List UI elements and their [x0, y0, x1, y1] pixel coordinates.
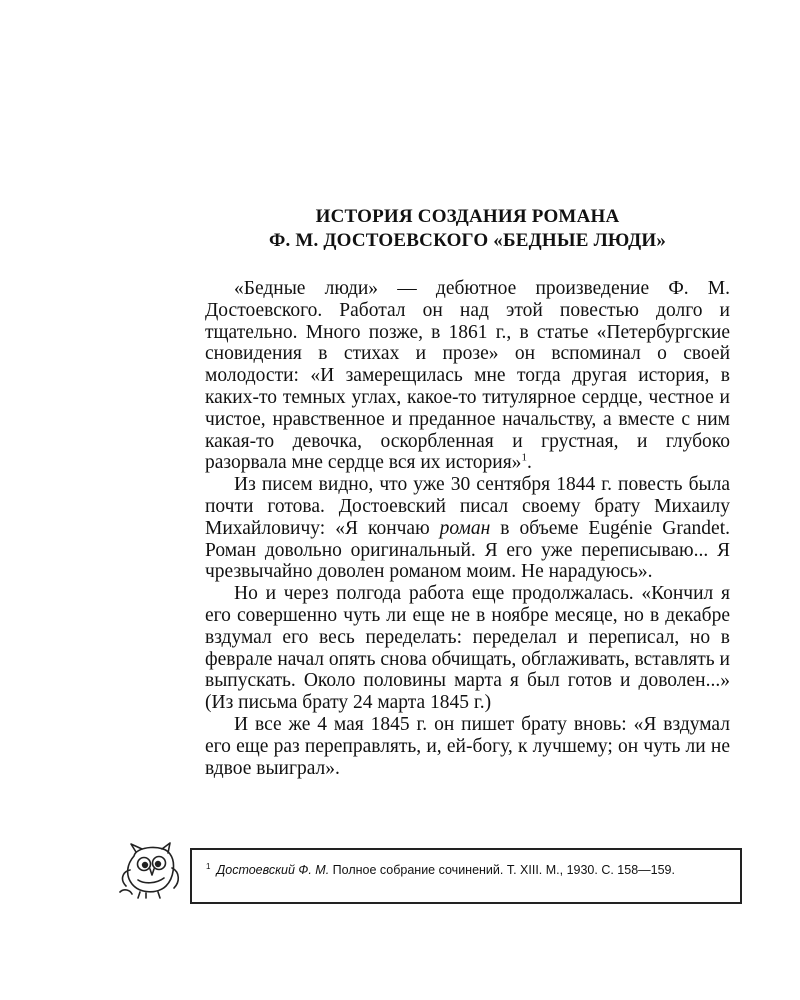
paragraph-2 [205, 474, 730, 583]
owl-mascot-icon [116, 840, 186, 900]
footnote-box [190, 848, 742, 904]
paragraph-4: И все же 4 мая 1845 г. он пишет брату вновь: «Я вздумал его еще раз переправлять, и, ей-богу, к лучшему; он чуть ли не вдвое выиграл». [205, 713, 730, 779]
footnote-text: Полное собрание сочинений. Т. XIII. М., 1930. С. 158—159. [329, 863, 675, 877]
paragraph-2-italic: роман [439, 517, 491, 539]
chapter-title [205, 205, 730, 253]
chapter-title-line-1: ИСТОРИЯ СОЗДАНИЯ РОМАНА [315, 206, 620, 227]
article-body [205, 278, 730, 779]
paragraph-1 [205, 278, 730, 474]
footnote-reference[interactable]: 1 [521, 451, 527, 464]
paragraph-2-text-before: Из писем видно, что уже 30 сентября 1844 г. повесть была почти готова. Достоевский писал своему брату Михаилу Михайловичу: «Я кончаю [205, 474, 730, 539]
paragraph-1-text: «Бедные люди» — дебютное произведение Ф. М. Достоевского. Работал он над этой повестью долго и тщательно. Много позже, в 1861 г., в статье «Петербургские сновидения в стихах и прозе» он вспоминал о своей молодости: «И замерещилась мне тогда другая история, в каких-то темных углах, какое-то титулярное сердце, честное и чистое, нравственное и преданное начальству, а вместе с ним какая-то девочка, оскорбленная и грустная, и глубоко разорвала мне сердце вся их история» [205, 278, 730, 474]
paragraph-2-text-after: в объеме Eugénie Grandet. Роман довольно оригинальный. Я его уже переписываю... Я чрезвычайно доволен романом моим. Не нарадуюсь». [205, 517, 730, 583]
footnote-author: Достоевский Ф. М. [216, 863, 330, 877]
chapter-title-line-2: Ф. М. ДОСТОЕВСКОГО «БЕДНЫЕ ЛЮДИ» [268, 230, 667, 251]
paragraph-3: Но и через полгода работа еще продолжалась. «Кончил я его совершенно чуть ли еще не в ноябре месяце, но в декабре вздумал его весь переделать: переделал и переписал, но в феврале начал опять снова обчищать, обглаживать, вставлять и выпускать. Около половины марта я был готов и доволен...» (Из письма брату 24 марта 1845 г.) [205, 583, 730, 714]
paragraph-1-end: . [526, 452, 532, 474]
footnote-number: 1 [206, 861, 211, 871]
